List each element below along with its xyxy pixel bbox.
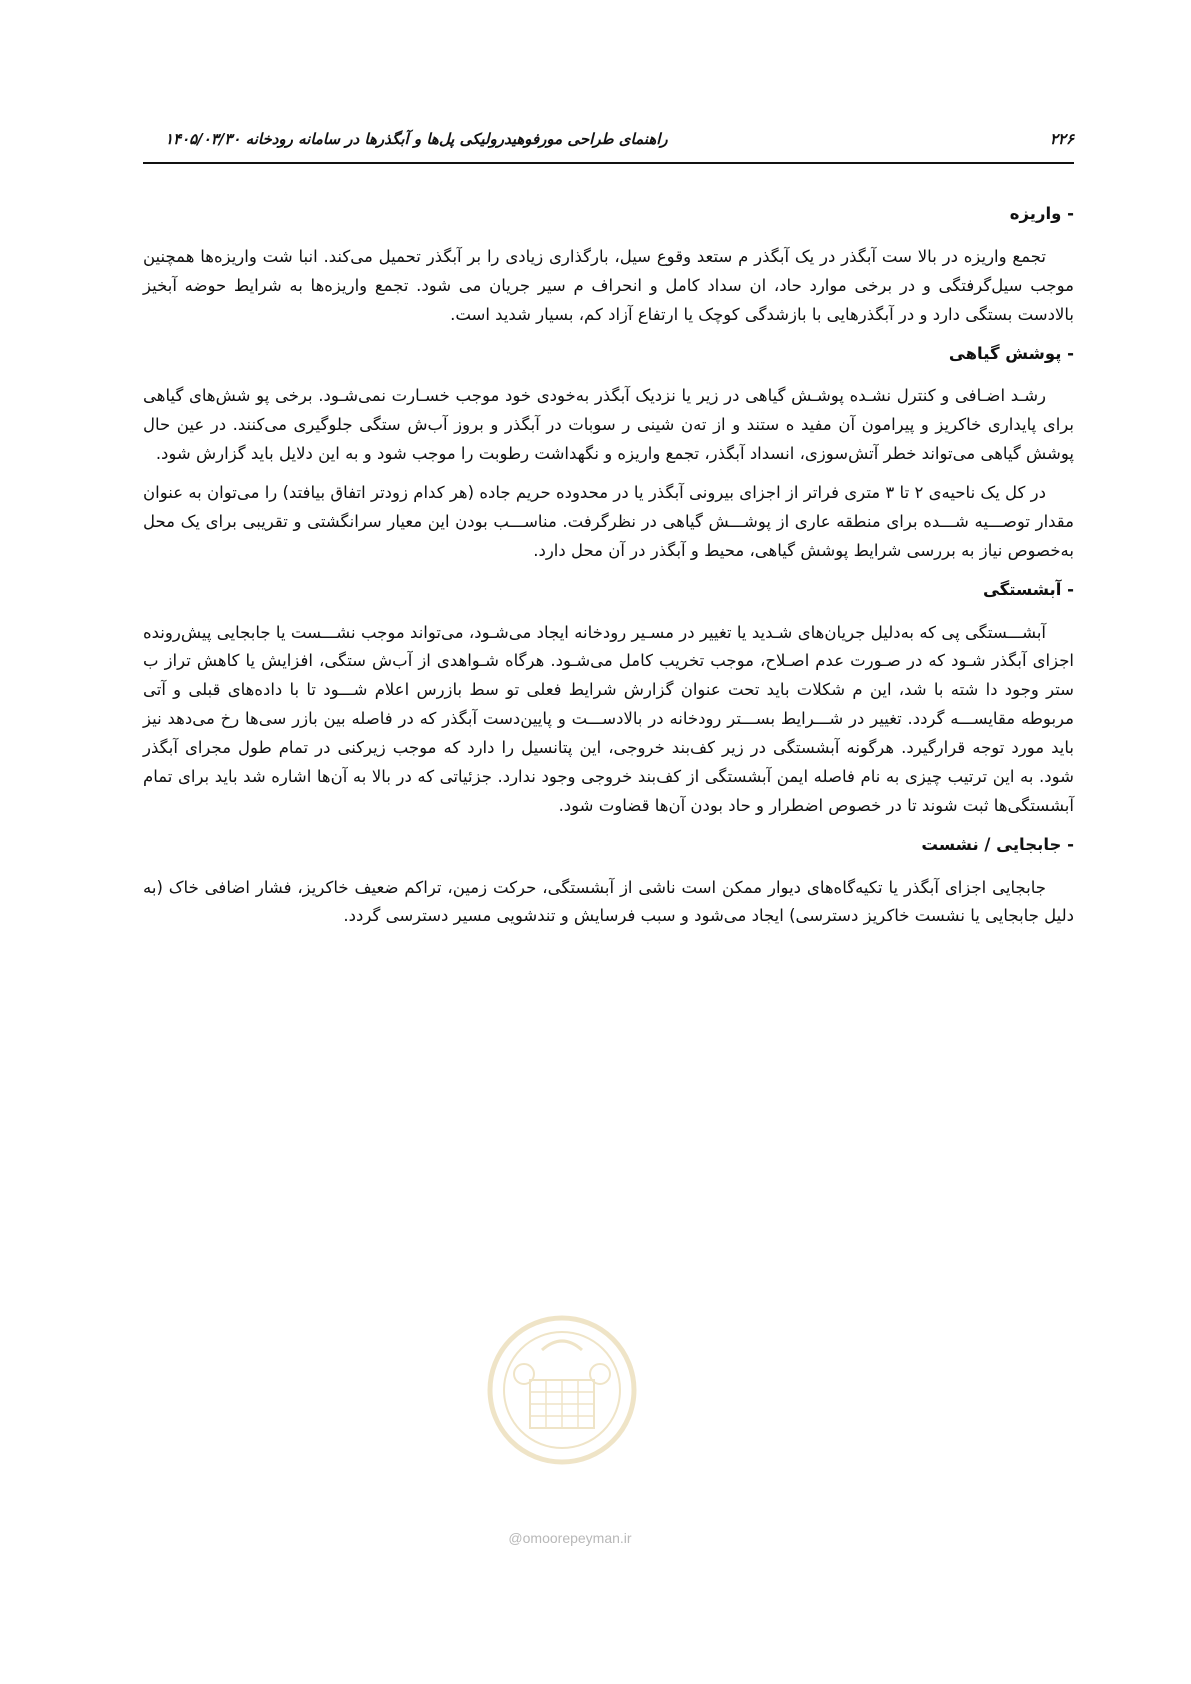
page-header xyxy=(143,130,1074,164)
paragraph: رشـد اضـافی و کنترل نشـده پوشـش گیاهی در زیر یا نزدیک آبگذر به‌خودی خود موجب خسـارت نمی‌شـود. برخی پو شش‌های گیاهی برای پایداری خاکریز و پیرامون آن مفید ه ستند و از ته‌ن شینی ر سوبات در آبگذر و بروز آب‌ش ستگی جلوگیری می‌کنند. در عین حال پوشش گیاهی می‌تواند خطر آتش‌سوزی، انسداد آبگذر، تجمع واریزه و نگهداشت رطوبت را موجب شود و به این دلایل باید گزارش شود. xyxy=(143,386,1074,464)
body-content xyxy=(143,200,1074,941)
section-debris xyxy=(143,200,1074,330)
section-heading: - پوشش گیاهی xyxy=(948,343,1074,363)
section-vegetation xyxy=(143,340,1074,566)
header-rule xyxy=(143,162,1074,164)
running-title xyxy=(143,130,668,148)
header-title-text: راهنمای طراحی مورفوهیدرولیکی پل‌ها و آبگذرها در سامانه رودخانه xyxy=(245,130,668,148)
paragraph: تجمع واریزه در بالا ست آبگذر در یک آبگذر م ستعد وقوع سیل، بارگذاری زیادی را بر آبگذر تحمیل می‌کند. انبا شت واریزه‌ها همچنین موجب سیل‌گرفتگی و در برخی موارد حاد، ان سداد کامل و انحراف م سیر جریان می شود. تجمع واریزه‌ها به شرایط حوضه آبخیز بالادست بستگی دارد و در آبگذرهایی با بازشدگی کوچک یا ارتفاع آزاد کم، بسیار شدید است. xyxy=(143,246,1074,324)
header-date: ۱۴۰۵/۰۳/۳۰ xyxy=(165,130,241,148)
paragraph: جابجایی اجزای آبگذر یا تکیه‌گاه‌های دیوار ممکن است ناشی از آبشستگی، حرکت زمین، تراکم ضعیف خاکریز، فشار اضافی خاک (به دلیل جابجایی یا نشست خاکریز دسترسی) ایجاد می‌شود و سبب فرسایش و تندشویی مسیر دسترسی گردد. xyxy=(143,877,1074,926)
page-number: ۲۲۶ xyxy=(1049,130,1074,148)
watermark-url: @omoorepeyman.ir xyxy=(508,1530,632,1546)
watermark-seal-icon xyxy=(482,1310,642,1500)
section-scour xyxy=(143,576,1074,821)
paragraph: آبشـــستگی پی که به‌دلیل جریان‌های شـدید یا تغییر در مسـیر رودخانه ایجاد می‌شـود، می‌تواند موجب نشـــست یا جابجایی پیش‌رونده اجزای آبگذر شـود که در صـورت عدم اصـلاح، موجب تخریب کامل می‌شـود. هرگاه شـواهدی از آب‌ش ستگی، افزایش یا کاهش تراز ب ستر وجود دا شته با شد، این م شکلات باید تحت عنوان گزارش شرایط فعلی تو سط بازرس اعلام شـــود تا با داده‌های قبلی و آتی مربوطه مقایســـه گردد. تغییر در شـــرایط بســـتر رودخانه در بالادســـت و پایین‌دست آبگذر که در فاصله بین بازر سی‌ها رخ می‌دهد نیز باید مورد توجه قرارگیرد. هرگونه آبشستگی در زیر کف‌بند خروجی، این پتانسیل را دارد که موجب زیرکنی در تمام طول مجرای آبگذر شود. به این ترتیب چیزی به نام فاصله ایمن آبشستگی از کف‌بند خروجی وجود ندارد. جزئیاتی که در بالا به آن‌ها اشاره شد باید برای تمام آبشستگی‌ها ثبت شوند تا در خصوص اضطرار و حاد بودن آن‌ها قضاوت شود. xyxy=(143,622,1074,815)
section-heading: - جابجایی / نشست xyxy=(921,834,1074,854)
section-heading: - آبشستگی xyxy=(982,579,1074,599)
paragraph: در کل یک ناحیه‌ی ۲ تا ۳ متری فراتر از اجزای بیرونی آبگذر یا در محدوده حریم جاده (هر کدام زودتر اتفاق بیافتد) را می‌توان به عنوان مقدار توصـــیه شـــده برای منطقه عاری از پوشـــش گیاهی در نظرگرفت. مناســـب بودن این معیار سرانگشتی و تقریبی برای یک محل به‌خصوص نیاز به بررسی شرایط پوشش گیاهی، محیط و آبگذر در آن محل دارد. xyxy=(143,483,1074,560)
section-heading: - واریزه xyxy=(1009,204,1074,223)
section-displacement xyxy=(143,831,1074,932)
